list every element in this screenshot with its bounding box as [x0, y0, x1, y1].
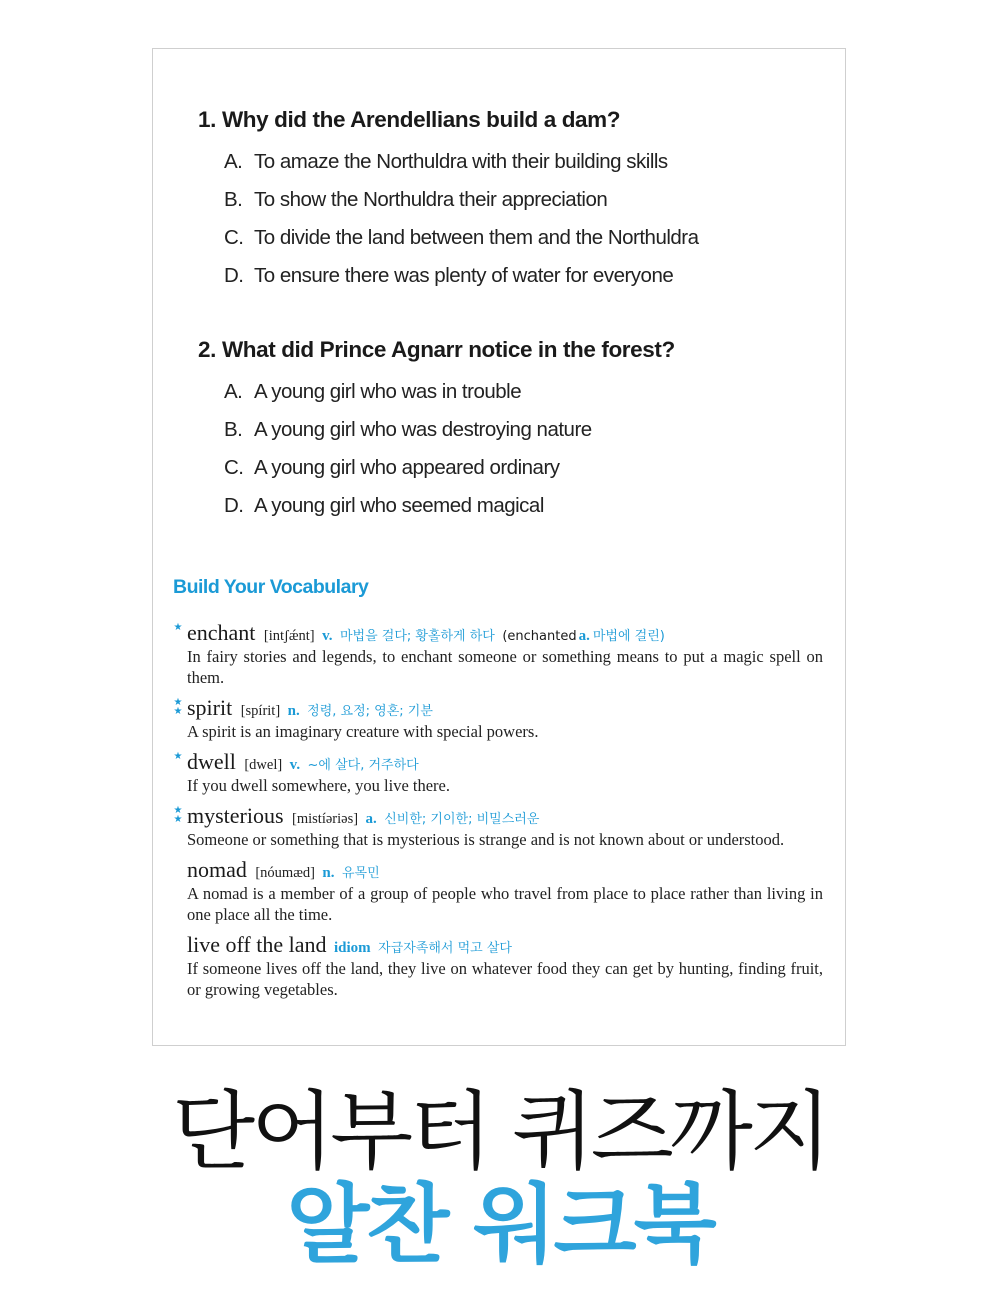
- korean-meaning: 신비한; 기이한; 비밀스러운: [384, 812, 540, 827]
- answer-option: [224, 411, 818, 449]
- entry-header: [187, 695, 825, 721]
- option-text: A young girl who appeared ordinary: [254, 456, 560, 479]
- question-title: [198, 105, 818, 135]
- part-of-speech: n.: [287, 703, 300, 719]
- headword: mysterious: [187, 803, 284, 828]
- korean-meaning: 마법을 걸다; 황홀하게 하다: [339, 629, 495, 644]
- korean-meaning: ~에 살다, 거주하다: [307, 758, 419, 773]
- option-text: A young girl who seemed magical: [254, 494, 544, 517]
- headword: enchant: [187, 620, 256, 645]
- option-letter: D.: [224, 494, 244, 517]
- option-text: To ensure there was plenty of water for everyone: [254, 264, 674, 287]
- answer-option: [224, 449, 818, 487]
- part-of-speech: a.: [365, 811, 377, 827]
- definition: A spirit is an imaginary creature with special powers.: [187, 722, 539, 741]
- derived-form: (enchanted: [502, 629, 577, 644]
- question-number: 2.: [198, 337, 216, 362]
- option-letter: A.: [224, 150, 243, 173]
- option-letter: D.: [224, 264, 244, 287]
- option-text: To amaze the Northuldra with their building skills: [254, 150, 668, 173]
- question-text: What did Prince Agnarr notice in the forest?: [221, 337, 675, 362]
- importance-star-icon: ★ ★: [173, 697, 183, 717]
- banner-subheadline: 알찬 워크북: [286, 1175, 714, 1275]
- entry-header: [187, 857, 825, 883]
- derived-part-of-speech: a.: [578, 628, 590, 644]
- vocabulary-section: [173, 574, 825, 1007]
- definition: In fairy stories and legends, to enchant someone or something means to put a magic spell on them.: [187, 647, 823, 687]
- option-text: To show the Northuldra their appreciation: [254, 188, 608, 211]
- korean-meaning: 유목민: [341, 866, 380, 881]
- option-letter: C.: [224, 456, 244, 479]
- option-text: A young girl who was in trouble: [254, 380, 522, 403]
- vocabulary-heading: Build Your Vocabulary: [173, 576, 369, 598]
- answer-option: [224, 373, 818, 411]
- importance-star-icon: ★ ★: [173, 805, 183, 825]
- headword: live off the land: [187, 932, 327, 957]
- pronunciation: [spírit]: [240, 703, 281, 719]
- quiz-section: [198, 105, 818, 565]
- vocab-entry-enchant: [173, 620, 825, 688]
- question-1: [198, 105, 818, 295]
- definition: A nomad is a member of a group of people who travel from place to place rather than living in one place all the time.: [187, 884, 823, 924]
- banner-headline: 단어부터 퀴즈까지: [172, 1082, 828, 1182]
- vocab-entry-spirit: [173, 695, 825, 742]
- pronunciation: [nóumæd]: [255, 865, 315, 881]
- headword: dwell: [187, 749, 236, 774]
- part-of-speech: v.: [322, 628, 333, 644]
- answer-option: [224, 257, 818, 295]
- pronunciation: [dwel]: [244, 757, 283, 773]
- korean-meaning: 정령, 요정; 영혼; 기분: [307, 704, 433, 719]
- question-title: [198, 335, 818, 365]
- importance-star-icon: ★: [173, 751, 183, 762]
- option-letter: C.: [224, 226, 244, 249]
- vocab-entry-dwell: [173, 749, 825, 796]
- entry-header: [187, 932, 825, 958]
- part-of-speech: idiom: [333, 940, 371, 956]
- vocab-entry-nomad: [173, 857, 825, 925]
- question-2: [198, 335, 818, 525]
- question-number: 1.: [198, 107, 216, 132]
- question-text: Why did the Arendellians build a dam?: [221, 107, 621, 132]
- workbook-page: [152, 48, 846, 1046]
- option-letter: A.: [224, 380, 243, 403]
- option-letter: B.: [224, 418, 243, 441]
- option-letter: B.: [224, 188, 243, 211]
- answer-option: [224, 487, 818, 525]
- definition: If someone lives off the land, they live on whatever food they can get by hunting, finding fruit, or growing vegetables.: [187, 959, 823, 999]
- definition: Someone or something that is mysterious is strange and is not known about or understood.: [187, 830, 785, 849]
- korean-meaning: 자급자족해서 먹고 살다: [378, 941, 512, 956]
- answer-options: [198, 373, 818, 525]
- pronunciation: [mistíəriəs]: [292, 811, 359, 827]
- definition: If you dwell somewhere, you live there.: [187, 776, 451, 795]
- headword: spirit: [187, 695, 233, 720]
- entry-header: [187, 749, 825, 775]
- answer-option: [224, 219, 818, 257]
- part-of-speech: n.: [322, 865, 335, 881]
- entry-header: [187, 803, 825, 829]
- vocab-entry-live-off-the-land: [173, 932, 825, 1000]
- part-of-speech: v.: [289, 757, 301, 773]
- vocab-entry-mysterious: [173, 803, 825, 850]
- headword: nomad: [187, 857, 247, 882]
- answer-option: [224, 181, 818, 219]
- option-text: A young girl who was destroying nature: [254, 418, 592, 441]
- option-text: To divide the land between them and the Northuldra: [254, 226, 699, 249]
- answer-options: [198, 143, 818, 295]
- answer-option: [224, 143, 818, 181]
- importance-star-icon: ★: [173, 622, 183, 633]
- derived-meaning: 마법에 걸린): [592, 629, 665, 644]
- entry-header: [187, 620, 825, 646]
- pronunciation: [intʃǽnt]: [263, 628, 315, 644]
